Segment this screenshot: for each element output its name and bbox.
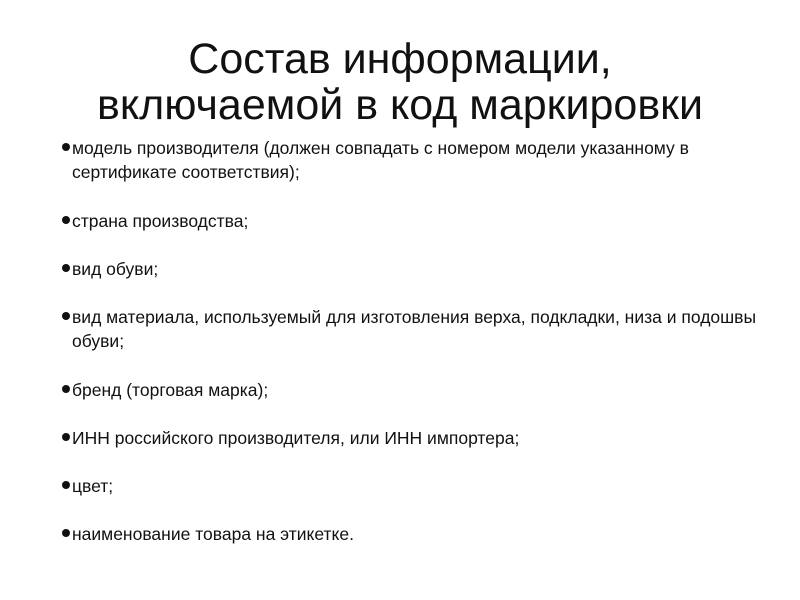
bullet-icon (62, 529, 70, 537)
list-item (62, 209, 762, 233)
slide-title-line-1: Состав информации, (188, 35, 612, 83)
list-item-text: страна производства; (72, 211, 249, 231)
list-item (62, 257, 762, 281)
bullet-icon (62, 143, 70, 151)
bullet-icon (62, 264, 70, 272)
list-item-text: цвет; (72, 476, 114, 496)
list-item (62, 378, 762, 402)
slide-title-line-2: включаемой в код маркировки (96, 81, 704, 129)
list-item (62, 426, 762, 450)
bullet-icon (62, 216, 70, 224)
list-item-text: вид материала, используемый для изготовления верха, подкладки, низа и подошвы обуви; (72, 307, 757, 351)
slide-title (0, 36, 800, 128)
list-item (62, 474, 762, 498)
bullet-icon (62, 385, 70, 393)
list-item-text: ИНН российского производителя, или ИНН импортера; (72, 428, 520, 448)
bullet-list (62, 136, 762, 570)
list-item (62, 136, 762, 184)
list-item (62, 522, 762, 546)
list-item (62, 305, 762, 353)
bullet-icon (62, 433, 70, 441)
bullet-icon (62, 481, 70, 489)
list-item-text: наименование товара на этикетке. (72, 524, 354, 544)
list-item-text: бренд (торговая марка); (72, 380, 269, 400)
list-item-text: вид обуви; (72, 259, 159, 279)
bullet-icon (62, 312, 70, 320)
list-item-text: модель производителя (должен совпадать с номером модели указанному в сертификате соответствия); (72, 138, 689, 182)
